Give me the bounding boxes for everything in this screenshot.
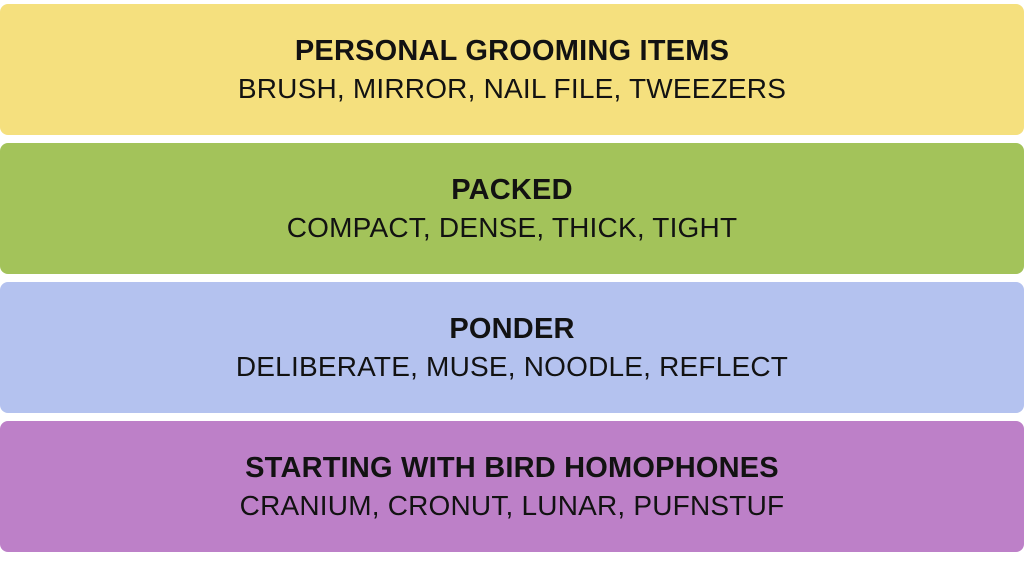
category-members: CRANIUM, CRONUT, LUNAR, PUFNSTUF	[239, 490, 785, 522]
category-title: PACKED	[451, 173, 573, 206]
category-row[interactable]	[0, 143, 1024, 274]
category-row[interactable]	[0, 421, 1024, 552]
category-members: BRUSH, MIRROR, NAIL FILE, TWEEZERS	[237, 73, 787, 105]
category-row[interactable]	[0, 4, 1024, 135]
category-row[interactable]	[0, 282, 1024, 413]
category-members: COMPACT, DENSE, THICK, TIGHT	[286, 212, 738, 244]
category-members: DELIBERATE, MUSE, NOODLE, REFLECT	[235, 351, 789, 383]
category-title: PERSONAL GROOMING ITEMS	[294, 34, 730, 67]
category-title: PONDER	[449, 312, 575, 345]
category-title: STARTING WITH BIRD HOMOPHONES	[245, 451, 779, 484]
